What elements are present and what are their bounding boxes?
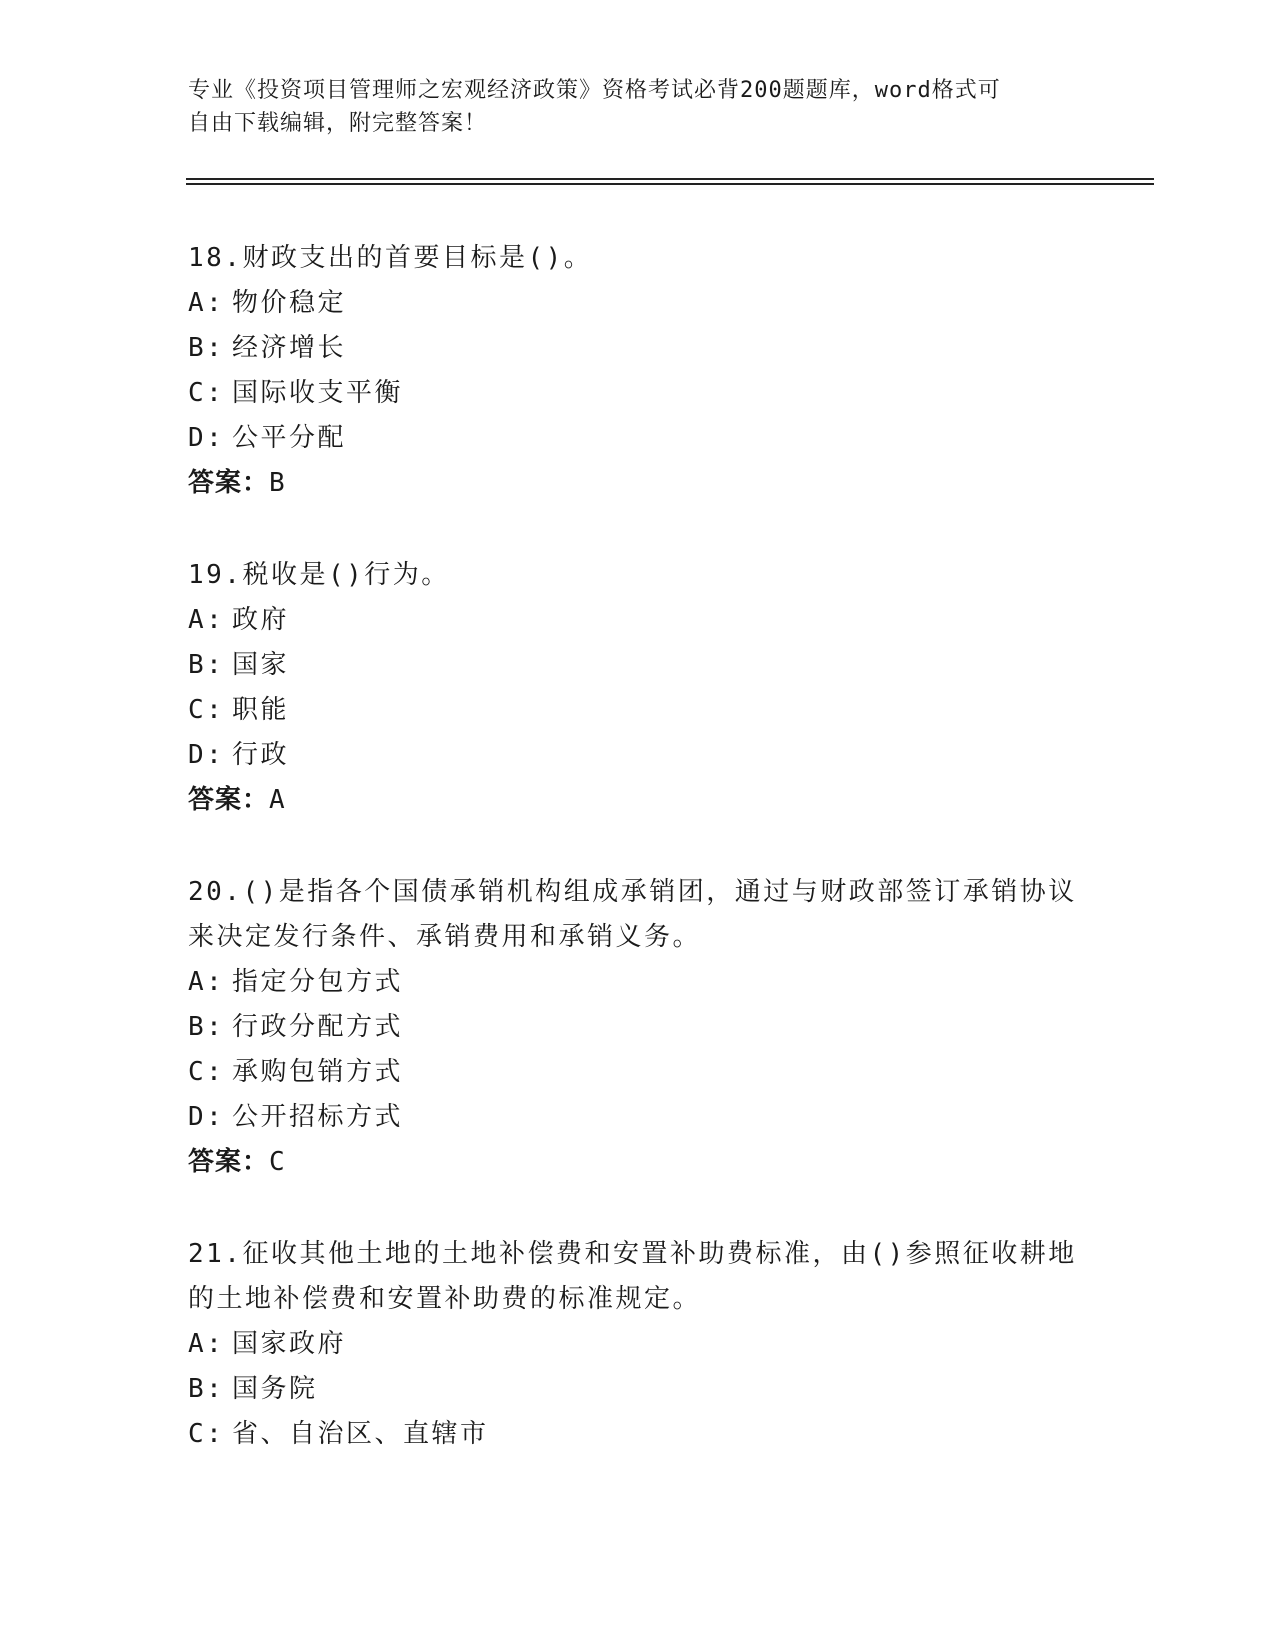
- question-21: [188, 1232, 1088, 1457]
- option-text: 国务院: [232, 1374, 318, 1404]
- option-a: [188, 281, 1088, 326]
- option-text: 职能: [232, 695, 290, 725]
- option-d: [188, 416, 1088, 461]
- answer-line: [188, 1140, 1088, 1185]
- header-line-1: 专业《投资项目管理师之宏观经济政策》资格考试必背200题题库，word格式可: [188, 78, 1001, 103]
- option-text: 省、自治区、直辖市: [232, 1419, 489, 1449]
- option-text: 公开招标方式: [232, 1102, 404, 1132]
- question-18: [188, 236, 1088, 506]
- option-text: 行政分配方式: [232, 1012, 404, 1042]
- option-a: [188, 960, 1088, 1005]
- option-letter: A:: [188, 1329, 225, 1359]
- option-b: [188, 1005, 1088, 1050]
- option-b: [188, 643, 1088, 688]
- question-stem: 18.财政支出的首要目标是()。: [188, 243, 593, 273]
- option-letter: B:: [188, 1012, 225, 1042]
- option-letter: C:: [188, 378, 225, 408]
- option-a: [188, 1322, 1088, 1367]
- option-letter: C:: [188, 1057, 225, 1087]
- option-text: 指定分包方式: [232, 967, 404, 997]
- option-letter: C:: [188, 1419, 225, 1449]
- option-d: [188, 1095, 1088, 1140]
- option-letter: D:: [188, 1102, 225, 1132]
- option-b: [188, 326, 1088, 371]
- option-c: [188, 1412, 1088, 1457]
- option-letter: D:: [188, 423, 225, 453]
- option-text: 经济增长: [232, 333, 347, 363]
- option-letter: A:: [188, 605, 225, 635]
- option-d: [188, 733, 1088, 778]
- option-letter: B:: [188, 650, 225, 680]
- header-divider-bottom: [186, 183, 1154, 185]
- answer-value: B: [269, 468, 286, 498]
- option-text: 承购包销方式: [232, 1057, 404, 1087]
- header-line-2: 自由下载编辑，附完整答案！: [188, 111, 488, 136]
- answer-value: C: [269, 1147, 286, 1177]
- option-c: [188, 688, 1088, 733]
- option-c: [188, 1050, 1088, 1095]
- question-stem: 19.税收是()行为。: [188, 560, 450, 590]
- option-letter: B:: [188, 333, 225, 363]
- option-letter: A:: [188, 967, 225, 997]
- option-a: [188, 598, 1088, 643]
- question-19: [188, 553, 1088, 823]
- option-letter: C:: [188, 695, 225, 725]
- answer-line: [188, 778, 1088, 823]
- option-text: 物价稳定: [232, 288, 347, 318]
- option-text: 国家政府: [232, 1329, 347, 1359]
- option-text: 政府: [232, 605, 290, 635]
- option-c: [188, 371, 1088, 416]
- option-letter: A:: [188, 288, 225, 318]
- question-20: [188, 870, 1088, 1185]
- answer-value: A: [269, 785, 286, 815]
- option-text: 国际收支平衡: [232, 378, 404, 408]
- question-stem: 21.征收其他土地的土地补偿费和安置补助费标准，由()参照征收耕地的土地补偿费和安置补助费的标准规定。: [188, 1239, 1077, 1314]
- option-b: [188, 1367, 1088, 1412]
- answer-label: 答案：: [188, 1147, 270, 1177]
- option-text: 国家: [232, 650, 290, 680]
- answer-label: 答案：: [188, 468, 270, 498]
- answer-line: [188, 461, 1088, 506]
- header-divider-top: [186, 178, 1154, 180]
- option-letter: B:: [188, 1374, 225, 1404]
- answer-label: 答案：: [188, 785, 270, 815]
- question-list: [188, 236, 1088, 1504]
- option-text: 行政: [232, 740, 290, 770]
- option-text: 公平分配: [232, 423, 347, 453]
- option-letter: D:: [188, 740, 225, 770]
- document-header: [188, 74, 1088, 140]
- question-stem: 20.()是指各个国债承销机构组成承销团，通过与财政部签订承销协议来决定发行条件、承销费用和承销义务。: [188, 877, 1077, 952]
